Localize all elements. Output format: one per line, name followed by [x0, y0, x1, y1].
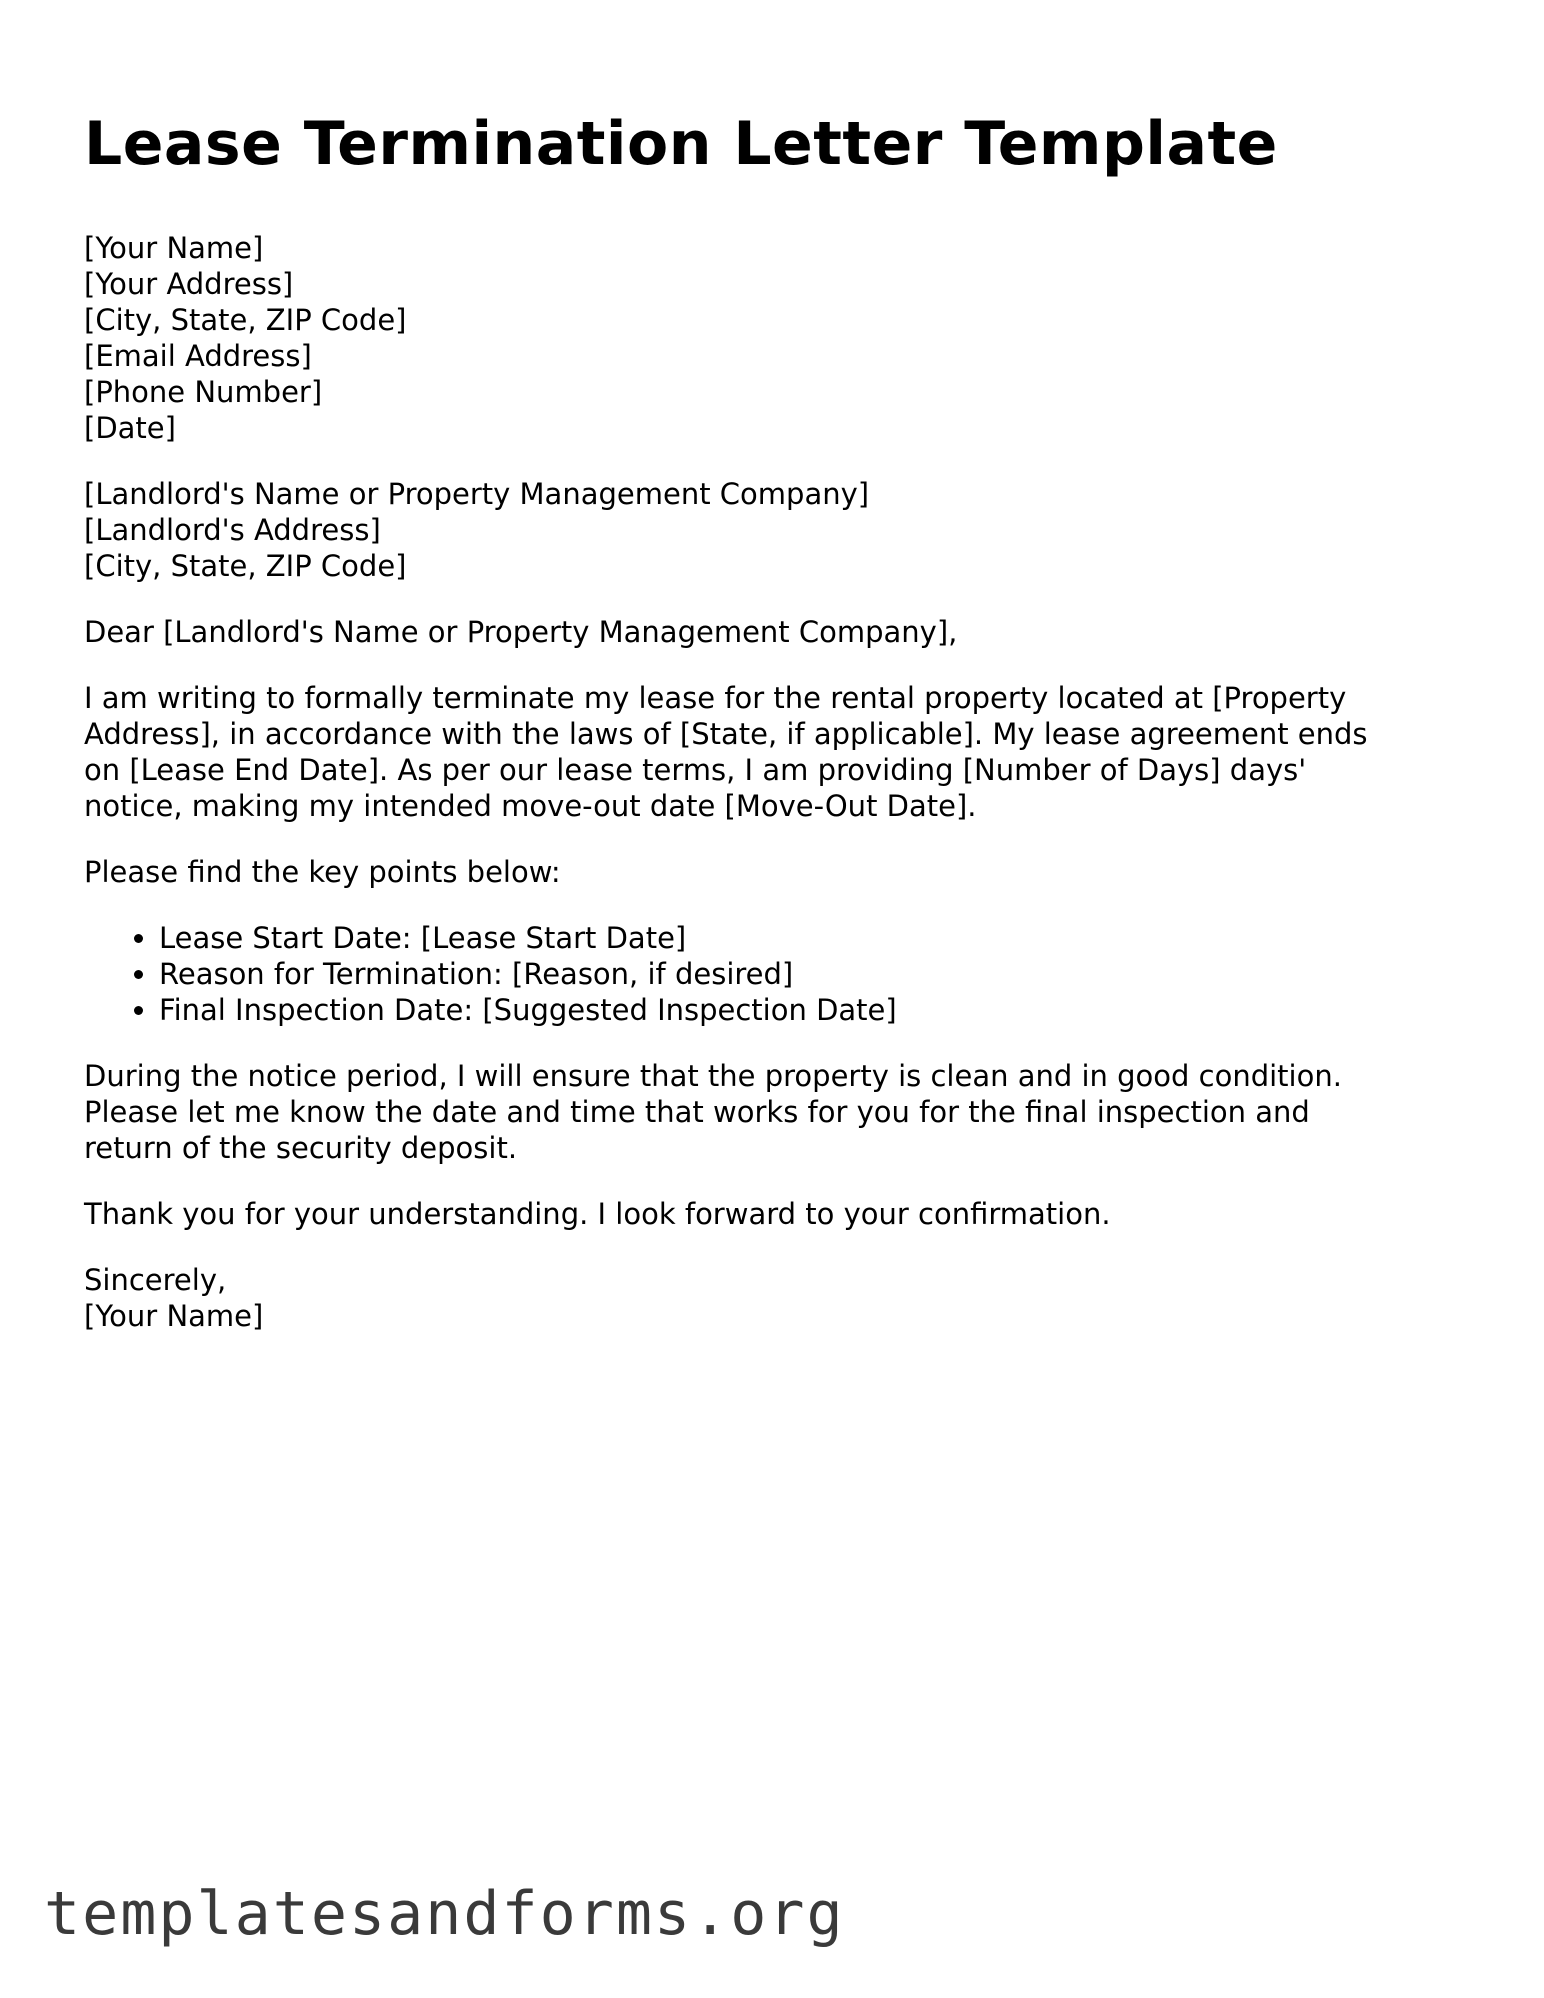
sender-phone: [Phone Number] — [84, 375, 323, 409]
list-item-final-inspection-date: • Final Inspection Date: [Suggested Inspection Date] — [159, 992, 1464, 1028]
list-item-lease-start-date: • Lease Start Date: [Lease Start Date] — [159, 920, 1464, 956]
sender-address: [Your Address] — [84, 267, 294, 301]
list-item-termination-reason: • Reason for Termination: [Reason, if desired] — [159, 956, 1464, 992]
paragraph-line: notice, making my intended move-out date [Move-Out Date]. — [84, 789, 977, 823]
recipient-name: [Landlord's Name or Property Management Company] — [84, 477, 870, 511]
thank-you-line: Thank you for your understanding. I look forward to your confirmation. — [84, 1197, 1111, 1231]
paragraph-line: return of the security deposit. — [84, 1131, 518, 1165]
key-points-intro: Please find the key points below: — [84, 855, 561, 889]
paragraph-line: Address], in accordance with the laws of [State, if applicable]. My lease agreement ends — [84, 717, 1368, 751]
letter-date: [Date] — [84, 411, 176, 445]
sender-email: [Email Address] — [84, 339, 312, 373]
salutation: Dear [Landlord's Name or Property Management Company], — [84, 615, 958, 649]
site-watermark: templatesandforms.org — [44, 1879, 845, 1949]
sender-name: [Your Name] — [84, 231, 264, 265]
page-title: Lease Termination Letter Template — [84, 109, 1278, 179]
signature-name: [Your Name] — [84, 1299, 264, 1333]
closing-phrase: Sincerely, — [84, 1263, 227, 1297]
paragraph-line: Please let me know the date and time that works for you for the final inspection and — [84, 1095, 1310, 1129]
paragraph-line: on [Lease End Date]. As per our lease terms, I am providing [Number of Days] days' — [84, 753, 1307, 787]
paragraph-line: During the notice period, I will ensure that the property is clean and in good condition. — [84, 1059, 1342, 1093]
sender-city-state-zip: [City, State, ZIP Code] — [84, 303, 407, 337]
body-paragraph-notice — [84, 680, 1464, 824]
recipient-address-block — [84, 476, 1464, 584]
letter-document — [84, 100, 1464, 1334]
recipient-city-state-zip: [City, State, ZIP Code] — [84, 549, 407, 583]
recipient-address: [Landlord's Address] — [84, 513, 381, 547]
signature-block — [84, 1262, 1464, 1334]
key-points-list — [84, 920, 1464, 1028]
sender-address-block — [84, 230, 1464, 446]
paragraph-line: I am writing to formally terminate my lease for the rental property located at [Property — [84, 681, 1347, 715]
body-paragraph-inspection — [84, 1058, 1464, 1166]
